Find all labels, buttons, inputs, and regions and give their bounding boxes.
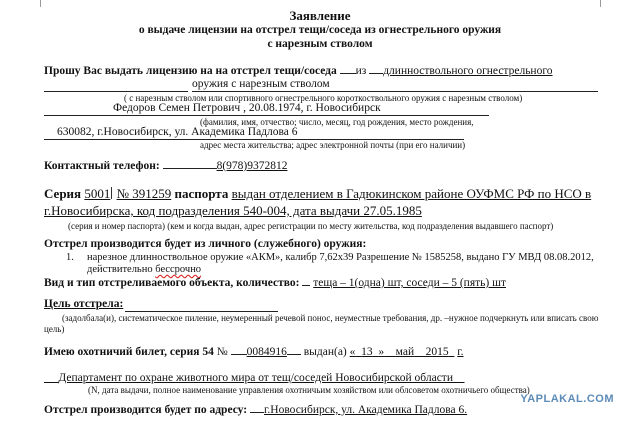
weapon-item-line2: действительно бессрочно [87, 264, 202, 275]
page-margin-mark-right [600, 0, 601, 7]
applicant-address-hint: адрес места жительства; адрес электронной почты (при его наличии) [200, 140, 466, 150]
hunting-authority-hint: (N, дата выдачи, полное наименование управления охотничьим хозяйством или облсоветом охотничьего общества) [88, 385, 530, 395]
document-subtitle-2: с нарезным стволом [267, 38, 373, 50]
request-label: Прошу Вас выдать лицензию на на отстрел тещи/соседа [44, 65, 337, 77]
object-label: Вид и тип отстреливаемого объекта, количество: [44, 277, 300, 289]
request-weapon-part2: оружия с нарезным стволом [192, 78, 330, 90]
purpose-hint: (задолбала(и), систематическое пиление, неумеренный речевой понос, неуместные требования, др. –нужное подчеркнуть или вписать свою [62, 313, 599, 323]
hunting-label: Имею охотничий билет, серия 54 [44, 346, 214, 358]
passport-label: паспорта [174, 186, 229, 201]
text-cursor [111, 187, 112, 199]
watermark: YAPLAKAL.COM [520, 393, 614, 405]
object-value: теща – 1(одна) шт, соседи – 5 (пять) шт [313, 277, 506, 289]
passport-hint: (серия и номер паспорта) (кем и когда выдан, адрес регистрации по месту жительства, код подразделения выдавшего паспорт) [68, 221, 554, 231]
applicant-address: 630082, г.Новосибирск, ул. Академика Падлова 6 [57, 126, 298, 138]
weapon-validity: бессрочно [155, 264, 202, 275]
passport-series-label: Серия [44, 186, 82, 201]
request-hint: ( с нарезным стволом или спортивного огнестрельного короткоствольного оружия с нарезным стволом) [124, 93, 523, 103]
weapon-item-line1: нарезное длинноствольное оружие «АКМ», калибр 7,62х39 Разрешение № 1585258, выдано ГУ МВД 08.08.2012, [87, 252, 594, 263]
document-subtitle-1: о выдаче лицензии на отстрел тещи/соседа из огнестрельного оружия [138, 24, 502, 36]
hunting-year: 2015 [425, 346, 449, 358]
hunting-number: 0084916 [246, 346, 287, 358]
request-weapon-part1: длинноствольного огнестрельного [383, 65, 553, 77]
weapon-label: Отстрел производится будет из личного (служебного) оружия [44, 238, 363, 250]
page-margin-mark-left [40, 0, 41, 7]
request-from: из [355, 65, 367, 77]
address-line [44, 405, 467, 417]
contact-line [44, 161, 287, 173]
contact-label: Контактный телефон: [44, 160, 160, 172]
applicant-name: Федоров Семен Петрович , 20.08.1974, г. Новосибирск [113, 102, 381, 114]
hunting-line: Имею охотничий билет, серия 54 № 0084916 выдан(а) « 13 » май 2015 г. [44, 346, 464, 358]
object-line [44, 278, 506, 290]
document-title: Заявление [289, 8, 351, 23]
passport-line-1 [44, 187, 591, 200]
hunting-issued: выдан(а) [303, 346, 347, 358]
contact-phone: 8(978)9372812 [216, 160, 288, 172]
hunting-day: 13 [361, 346, 373, 358]
passport-series: 5001 [84, 186, 111, 201]
weapon-item-number: 1. [66, 252, 74, 263]
hunting-authority: Департамент по охране животного мира от тещ/соседей Новосибирской области [58, 372, 453, 384]
passport-issued-2: г.Новосибирска, код подразделения 540-004, дата выдачи 27.05.1985 [44, 203, 422, 218]
purpose-label: Цель отстрела: [44, 298, 124, 310]
passport-number: № 391259 [116, 186, 172, 201]
address-value: г.Новосибирск, ул. Академика Падлова 6. [263, 404, 468, 416]
purpose-hint-2: цель) [44, 324, 65, 334]
passport-issued-1: выдан отделением в Гадюкинском районе ОУФМС РФ по НСО в [231, 186, 592, 201]
applicant-name-hint: (фамилия, имя, отчество; число, месяц, год рождения, место рождения, [200, 117, 474, 127]
hunting-month: май [395, 346, 415, 358]
request-line [44, 66, 553, 78]
address-label: Отстрел производится будет по адресу: [44, 404, 248, 416]
weapon-line: Отстрел производится будет из личного (служебного) оружия: [44, 238, 367, 250]
